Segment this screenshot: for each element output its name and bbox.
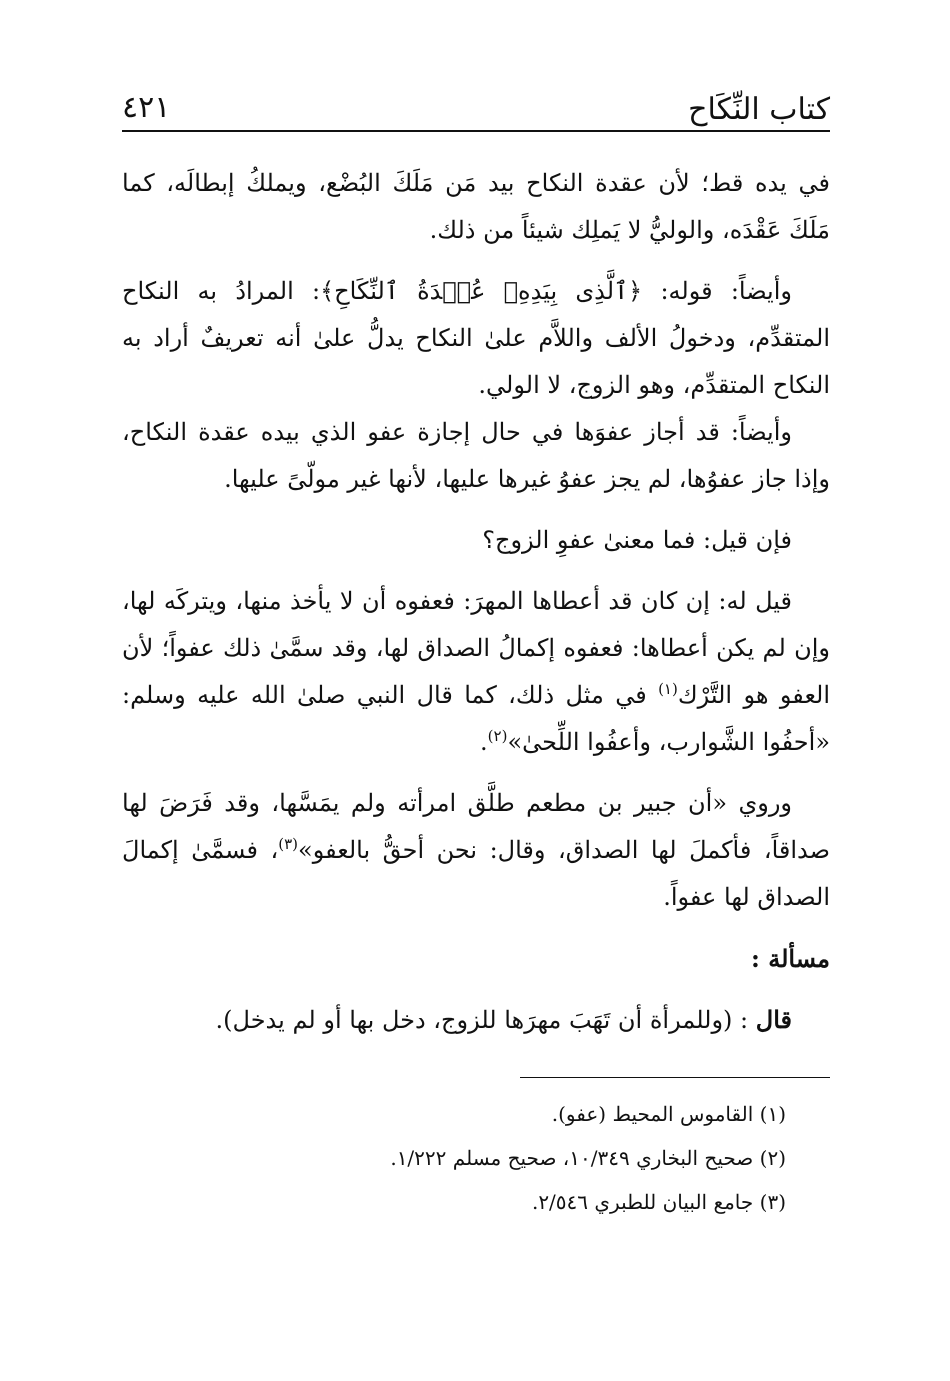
footnote-divider (520, 1077, 830, 1078)
narration-text-end: ، فسمَّىٰ إكمالَ الصداق لها عفواً. (122, 836, 830, 911)
paragraph-2: وأيضاً: قوله: ﴿ٱلَّذِى بِيَدِهِۦ عُقۡدَةُ ٱلنِّكَاحِ﴾: المرادُ به النكاح المتقدِّم، ودخولُ الألف واللاَّم علىٰ النكاح يدلُّ علىٰ أنه تعريفٌ أراد به النكاح المتقدِّم، وهو الزوج، لا الولي. (122, 277, 830, 399)
footnote-ref-3: (٣) (278, 835, 299, 853)
narration-paragraph (122, 780, 830, 921)
main-text (122, 160, 830, 1044)
issue-heading: مسألة : (751, 944, 830, 973)
answer-text-start: قيل له: إن كان قد أعطاها المهرَ: فعفوه أن لا يأخذ منها، ويتركَه لها، وإن لم يكن أعطاها: فعفوه إكمالُ الصداق لها، وقد سمَّىٰ ذلك عفواً؛ لأن العفو هو التَّرْك (122, 587, 831, 709)
running-header (122, 82, 830, 132)
answer-text-end: . (480, 728, 488, 756)
footnote-2: (٢) صحيح البخاري ١٠/٣٤٩، صحيح مسلم ١/٢٢٢. (390, 1146, 786, 1170)
question-paragraph: فإن قيل: فما معنىٰ عفوِ الزوج؟ (482, 526, 792, 554)
ruling-text: : (وللمرأة أن تَهَبَ مهرَها للزوج، دخل بها أو لم يدخل). (215, 1006, 756, 1034)
page-number: ٤٢١ (122, 90, 171, 125)
footnote-ref-2: (٢) (487, 727, 508, 745)
footnote-1: (١) القاموس المحيط (عفو). (551, 1102, 786, 1126)
ruling-paragraph (122, 996, 830, 1044)
answer-text-middle: في مثل ذلك، كما قال النبي صلىٰ الله عليه وسلم: «أحفُوا الشَّوارب، وأعفُوا اللِّحىٰ» (122, 681, 830, 756)
footnote-3: (٣) جامع البيان للطبري ٢/٥٤٦. (531, 1190, 786, 1214)
chapter-title: كتاب النِّكَاح (688, 92, 830, 127)
footnotes (122, 1092, 830, 1224)
paragraph-1: في يده قط؛ لأن عقدة النكاح بيد مَن مَلَكَ البُضْع، ويملكُ إبطالَه، كما مَلَكَ عَقْدَه، والوليُّ لا يَملِك شيئاً من ذلك. (122, 169, 830, 244)
paragraph-3: وأيضاً: قد أجاز عفوَها في حال إجازة عفو الذي بيده عقدة النكاح، وإذا جاز عفوُها، لم يجز عفوُ غيرها عليها، لأنها غير مولّىً عليها. (122, 418, 830, 493)
answer-paragraph (122, 578, 830, 766)
ruling-label: قال (755, 1005, 792, 1034)
narration-text-start: وروي «أن جبير بن مطعم طلَّق امرأته ولم يمَسَّها، وقد فَرَضَ لها صداقاً، فأكملَ لها الصداق، وقال: نحن أحقُّ بالعفو» (122, 789, 831, 864)
footnote-ref-1: (١) (658, 680, 678, 698)
